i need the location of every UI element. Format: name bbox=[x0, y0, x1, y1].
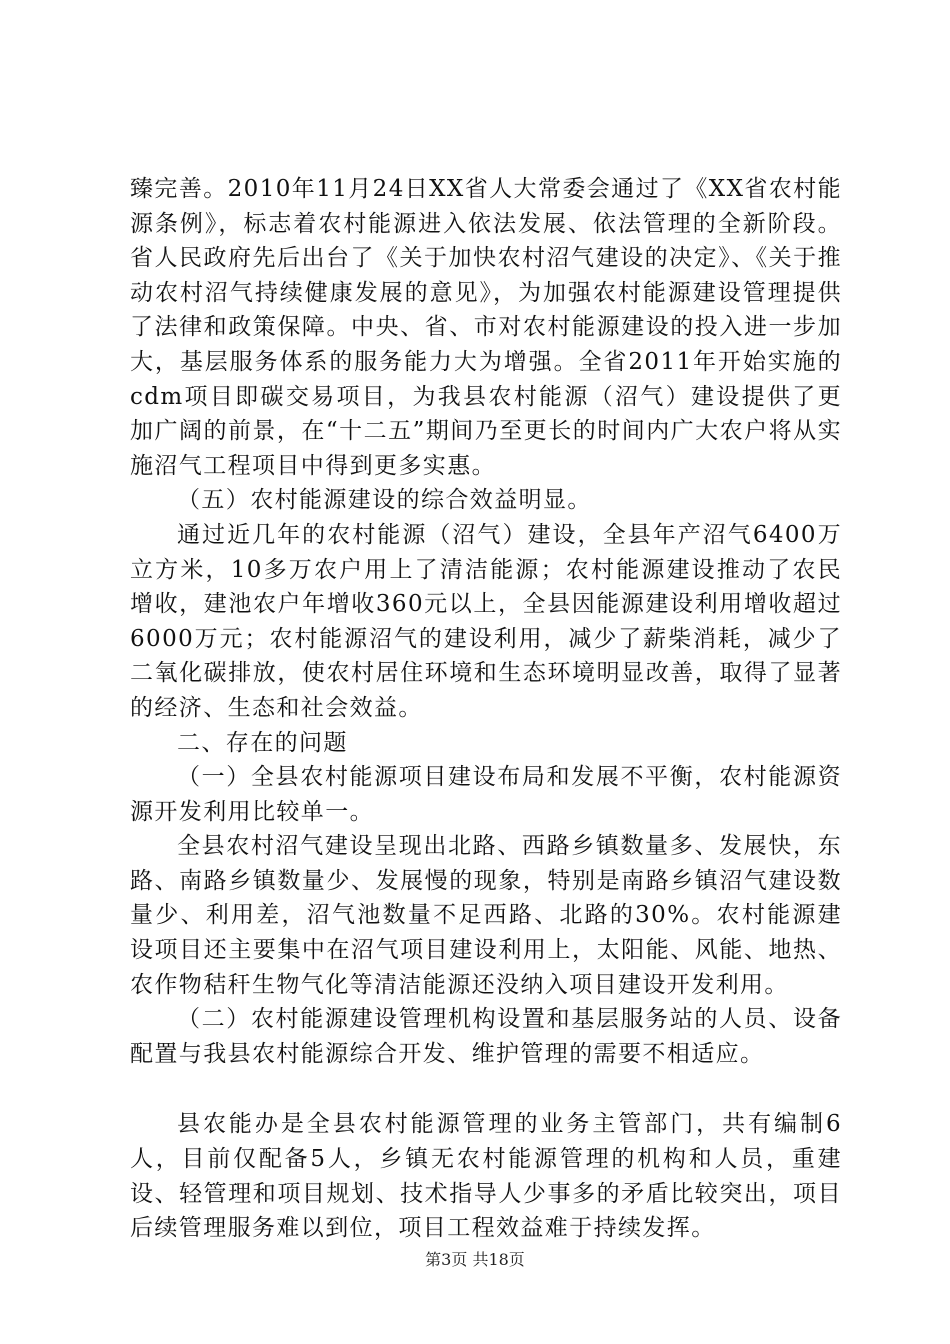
paragraph-staffing: 县农能办是全县农村能源管理的业务主管部门，共有编制6人，目前仅配备5人，乡镇无农村能源管理的机构和人员，重建设、轻管理和项目规划、技术指导人少事多的矛盾比较突出，项目后续管理服务难以到位，项目工程效益难于持续发挥。 bbox=[130, 1111, 842, 1242]
paragraph-benefits: 通过近几年的农村能源（沼气）建设，全县年产沼气6400万立方米，10多万农户用上了清洁能源；农村能源建设推动了农民增收，建池农户年增收360元以上，全县因能源建设利用增收超过6000万元；农村能源沼气的建设利用，减少了薪柴消耗，减少了二氧化碳排放，使农村居住环境和生态环境明显改善，取得了显著的经济、生态和社会效益。 bbox=[130, 521, 842, 721]
paragraph-continued: 臻完善。2010年11月24日XX省人大常委会通过了《XX省农村能源条例》，标志着农村能源进入依法发展、依法管理的全新阶段。省人民政府先后出台了《关于加快农村沼气建设的决定》、《关于推动农村沼气持续健康发展的意见》，为加强农村能源建设管理提供了法律和政策保障。中央、省、市对农村能源建设的投入进一步加大，基层服务体系的服务能力大为增强。全省2011年开始实施的cdm项目即碳交易项目，为我县农村能源（沼气）建设提供了更加广阔的前景，在“十二五”期间乃至更长的时间内广大农户将从实施沼气工程项目中得到更多实惠。 bbox=[130, 176, 842, 479]
section-heading-5: （五）农村能源建设的综合效益明显。 bbox=[177, 487, 592, 514]
document-body bbox=[130, 172, 842, 1246]
page-number-footer: 第3页 共18页 bbox=[425, 1250, 525, 1269]
subsection-heading-2: （二）农村能源建设管理机构设置和基层服务站的人员、设备配置与我县农村能源综合开发、维护管理的需要不相适应。 bbox=[130, 1006, 842, 1067]
subsection-heading-1: （一）全县农村能源项目建设布局和发展不平衡，农村能源资源开发利用比较单一。 bbox=[130, 764, 842, 825]
section-heading-problems: 二、存在的问题 bbox=[177, 729, 348, 756]
paragraph-imbalance: 全县农村沼气建设呈现出北路、西路乡镇数量多、发展快，东路、南路乡镇数量少、发展慢的现象，特别是南路乡镇沼气建设数量少、利用差，沼气池数量不足西路、北路的30%。农村能源建设项目还主要集中在沼气项目建设利用上，太阳能、风能、地热、农作物秸秆生物气化等清洁能源还没纳入项目建设开发利用。 bbox=[130, 833, 842, 998]
